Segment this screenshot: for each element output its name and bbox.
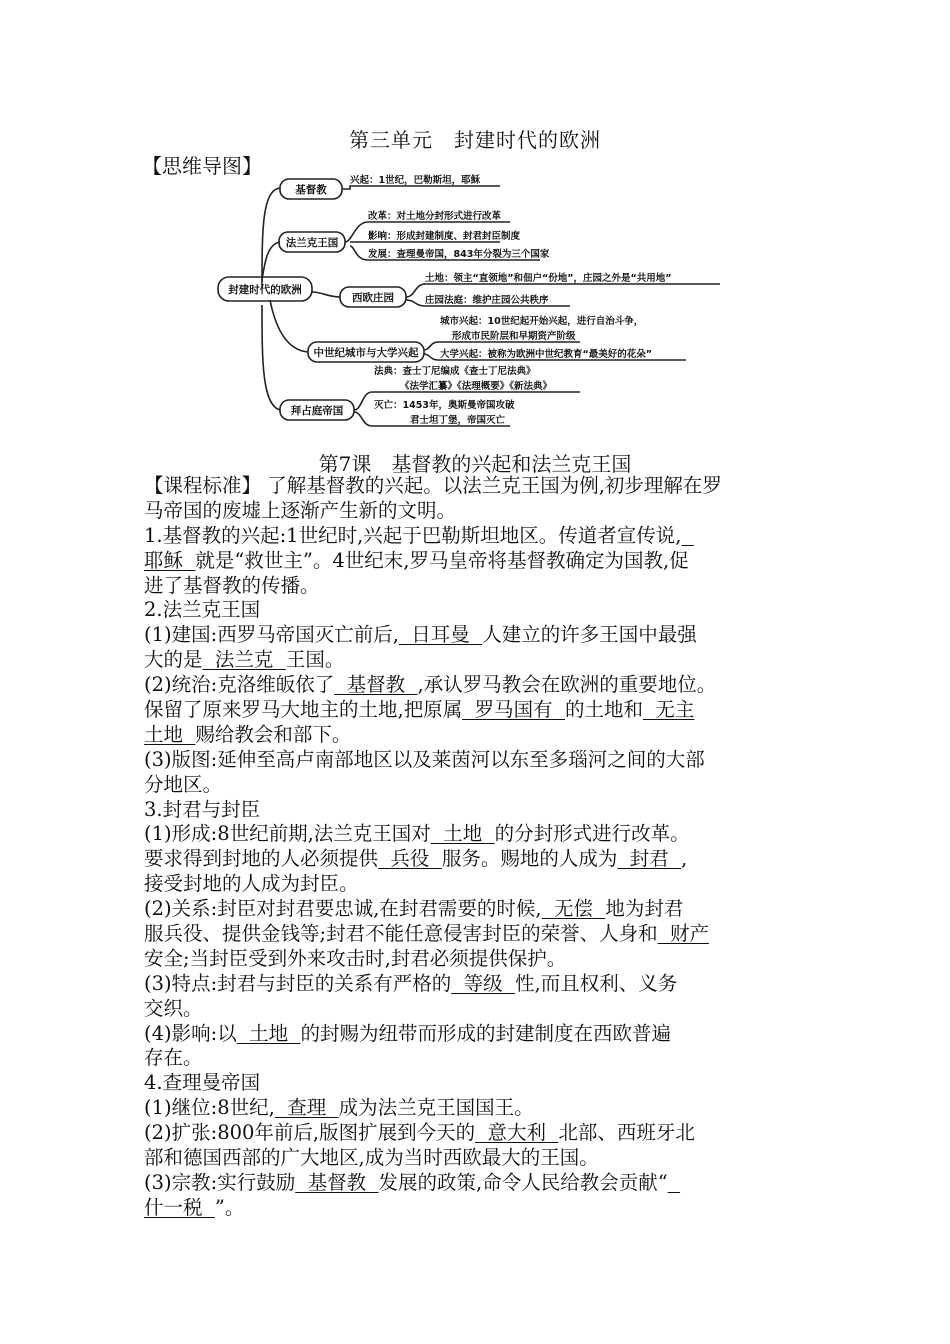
text-segment: 保留了原来罗马大地主的土地,把原属	[144, 698, 463, 722]
text-segment: (2)扩张:800年前后,版图扩展到今天的	[144, 1121, 476, 1145]
text-segment: 交织。	[144, 996, 203, 1020]
text-segment: 部和德国西部的广大地区,成为当时西欧最大的王国。	[144, 1146, 599, 1170]
mindmap-leaf: 改革：对土地分封形式进行改革	[368, 211, 502, 222]
mindmap-leaf: 庄园法庭：维护庄园公共秩序	[425, 295, 549, 306]
mindmap-branch-manor: 西欧庄园	[352, 292, 394, 304]
text-line	[144, 822, 824, 847]
text-segment: 分地区。	[144, 772, 223, 796]
text-segment: 成为法兰克王国国王。	[338, 1096, 534, 1120]
text-segment: 要求得到封地的人必须提供	[144, 847, 379, 871]
text-line	[144, 474, 824, 499]
text-segment: 4.查理曼帝国	[144, 1071, 261, 1095]
text-line	[144, 897, 824, 922]
mindmap-branch-frankish-kingdom: 法兰克王国	[285, 237, 339, 249]
text-line	[144, 648, 824, 673]
text-segment: 的分封形式进行改革。	[494, 822, 690, 846]
fill-in-answer	[668, 1171, 680, 1194]
text-line	[144, 922, 824, 947]
text-segment: 北部、西班牙北	[558, 1121, 695, 1145]
text-line	[144, 748, 824, 773]
mindmap-leaf: 形成市民阶层和早期资产阶级	[452, 331, 576, 342]
mindmap-leaf: 大学兴起：被称为欧洲中世纪教育“最美好的花朵”	[440, 349, 652, 360]
mindmap-leaf: 城市兴起：10世纪起开始兴起，进行自治斗争，	[440, 316, 644, 327]
text-line	[144, 698, 824, 723]
text-line	[144, 1022, 824, 1047]
text-line	[144, 673, 824, 698]
fill-in-answer: 查理	[274, 1096, 339, 1120]
text-segment: 王国。	[285, 648, 345, 672]
text-segment: (4)影响:以	[144, 1021, 237, 1045]
fill-in-answer: 等级	[451, 971, 515, 995]
mindmap-leaf: 影响：形成封建制度、封君封臣制度	[368, 231, 521, 242]
mindmap-branch-byzantine: 拜占庭帝国	[290, 405, 344, 417]
fill-in-answer: 法兰克	[202, 648, 286, 672]
text-line	[144, 872, 824, 897]
text-segment: 大的是	[144, 648, 203, 672]
fill-in-answer	[681, 524, 693, 547]
text-line	[144, 997, 824, 1022]
text-line	[144, 1146, 824, 1171]
mindmap-leaf: 土地：领主“直领地”和佃户“份地”，庄园之外是“共用地”	[425, 273, 672, 284]
lesson-body	[144, 474, 824, 1221]
text-line	[144, 1121, 824, 1146]
mindmap-leaf: 法典：查士丁尼编成《查士丁尼法典》	[374, 366, 536, 377]
text-line	[144, 598, 824, 623]
fill-in-answer: 无主	[643, 698, 695, 722]
text-segment: 的土地和	[565, 698, 644, 722]
mindmap-center: 封建时代的欧洲	[228, 284, 302, 296]
text-segment: 人建立的许多王国中最强	[482, 623, 697, 647]
text-line	[144, 1171, 824, 1196]
text-segment: (3)宗教:实行鼓励	[144, 1170, 296, 1194]
unit-title: 第三单元 封建时代的欧洲	[349, 128, 601, 152]
text-segment: (1)继位:8世纪,	[144, 1096, 275, 1120]
lesson-title: 第7课 基督教的兴起和法兰克王国	[318, 452, 632, 476]
text-segment: 马帝国的废墟上逐渐产生新的文明。	[144, 498, 457, 522]
text-segment: (1)形成:8世纪前期,法兰克王国对	[144, 822, 431, 846]
text-line	[144, 574, 824, 599]
text-segment: 1.基督教的兴起:1世纪时,兴起于巴勒斯坦地区。传道者宣传说,	[144, 523, 682, 547]
text-segment: 的封赐为纽带而形成的封建制度在西欧普遍	[300, 1021, 672, 1045]
fill-in-answer: 财产	[657, 922, 709, 946]
text-segment: 性,而且权利、义务	[515, 971, 678, 995]
text-segment: 地为封君	[605, 897, 684, 921]
fill-in-answer: 意大利	[475, 1121, 559, 1145]
text-line	[144, 798, 824, 823]
fill-in-answer: 土地	[236, 1021, 301, 1045]
mindmap-branch-cities-universities: 中世纪城市与大学兴起	[313, 347, 419, 359]
text-line	[144, 524, 824, 549]
text-segment: 2.法兰克王国	[144, 598, 261, 622]
text-line	[144, 723, 824, 748]
text-line	[144, 1196, 824, 1221]
fill-in-answer: 土地	[430, 822, 495, 846]
text-line	[144, 499, 824, 524]
text-line	[144, 1046, 824, 1071]
text-line	[144, 773, 824, 798]
text-line	[144, 1096, 824, 1121]
text-segment: 赐给教会和部下。	[195, 722, 352, 746]
fill-in-answer: 日耳曼	[398, 623, 483, 647]
text-line	[144, 1071, 824, 1096]
text-line	[144, 947, 824, 972]
mindmap-leaf: 发展：查理曼帝国，843年分裂为三个国家	[368, 249, 550, 260]
text-segment: 服兵役、提供金钱等;封君不能任意侵害封臣的荣誉、人身和	[144, 922, 658, 946]
mindmap-label: 【思维导图】	[142, 154, 262, 178]
text-segment: 【课程标准】 了解基督教的兴起。以法兰克王国为例,初步理解在罗	[144, 474, 722, 497]
fill-in-answer: 罗马国有	[462, 698, 565, 722]
text-segment: (1)建国:西罗马帝国灭亡前后,	[144, 623, 399, 647]
text-segment: ”。	[214, 1195, 245, 1219]
fill-in-answer: 什一税	[144, 1195, 215, 1219]
mind-map	[0, 0, 950, 450]
text-segment: (3)版图:延伸至高卢南部地区以及莱茵河以东至多瑙河之间的大部	[144, 747, 705, 771]
fill-in-answer: 兵役	[378, 847, 442, 871]
text-segment: 接受封地的人成为封臣。	[144, 872, 359, 896]
mindmap-leaf: 灭亡：1453年，奥斯曼帝国攻破	[374, 400, 515, 411]
mindmap-leaf: 君士坦丁堡，帝国灭亡	[410, 415, 506, 426]
text-segment: 就是“救世主”。4世纪末,罗马皇帝将基督教确定为国教,促	[195, 548, 689, 572]
text-segment: 发展的政策,命令人民给教会贡献“	[378, 1170, 668, 1194]
text-segment: 进了基督教的传播。	[144, 573, 320, 597]
fill-in-answer: 基督教	[334, 673, 418, 697]
text-line	[144, 847, 824, 872]
text-segment: 存在。	[144, 1046, 203, 1070]
fill-in-answer: 无偿	[541, 897, 606, 921]
mindmap-branch-christianity: 基督教	[295, 184, 327, 196]
text-line	[144, 623, 824, 648]
text-segment: 服务。赐地的人成为	[441, 847, 618, 871]
text-segment: (2)统治:克洛维皈依了	[144, 673, 335, 697]
text-segment: 3.封君与封臣	[144, 797, 261, 821]
text-segment: ,承认罗马教会在欧洲的重要地位。	[417, 673, 717, 697]
text-segment: 安全;当封臣受到外来攻击时,封君必须提供保护。	[144, 946, 567, 970]
mindmap-leaf: 《法学汇纂》《法理概要》《新法典》	[400, 381, 553, 392]
text-segment: (2)关系:封臣对封君要忠诚,在封君需要的时候,	[144, 897, 542, 921]
text-line	[144, 972, 824, 997]
mindmap-leaf: 兴起：1世纪，巴勒斯坦，耶稣	[350, 175, 481, 186]
text-line	[144, 549, 824, 574]
text-segment: (3)特点:封君与封臣的关系有严格的	[144, 971, 452, 995]
fill-in-answer: 土地	[144, 722, 196, 746]
fill-in-answer: 封君	[617, 847, 682, 871]
fill-in-answer: 耶稣	[144, 548, 196, 572]
text-segment: ,	[681, 847, 688, 871]
fill-in-answer: 基督教	[295, 1170, 379, 1194]
